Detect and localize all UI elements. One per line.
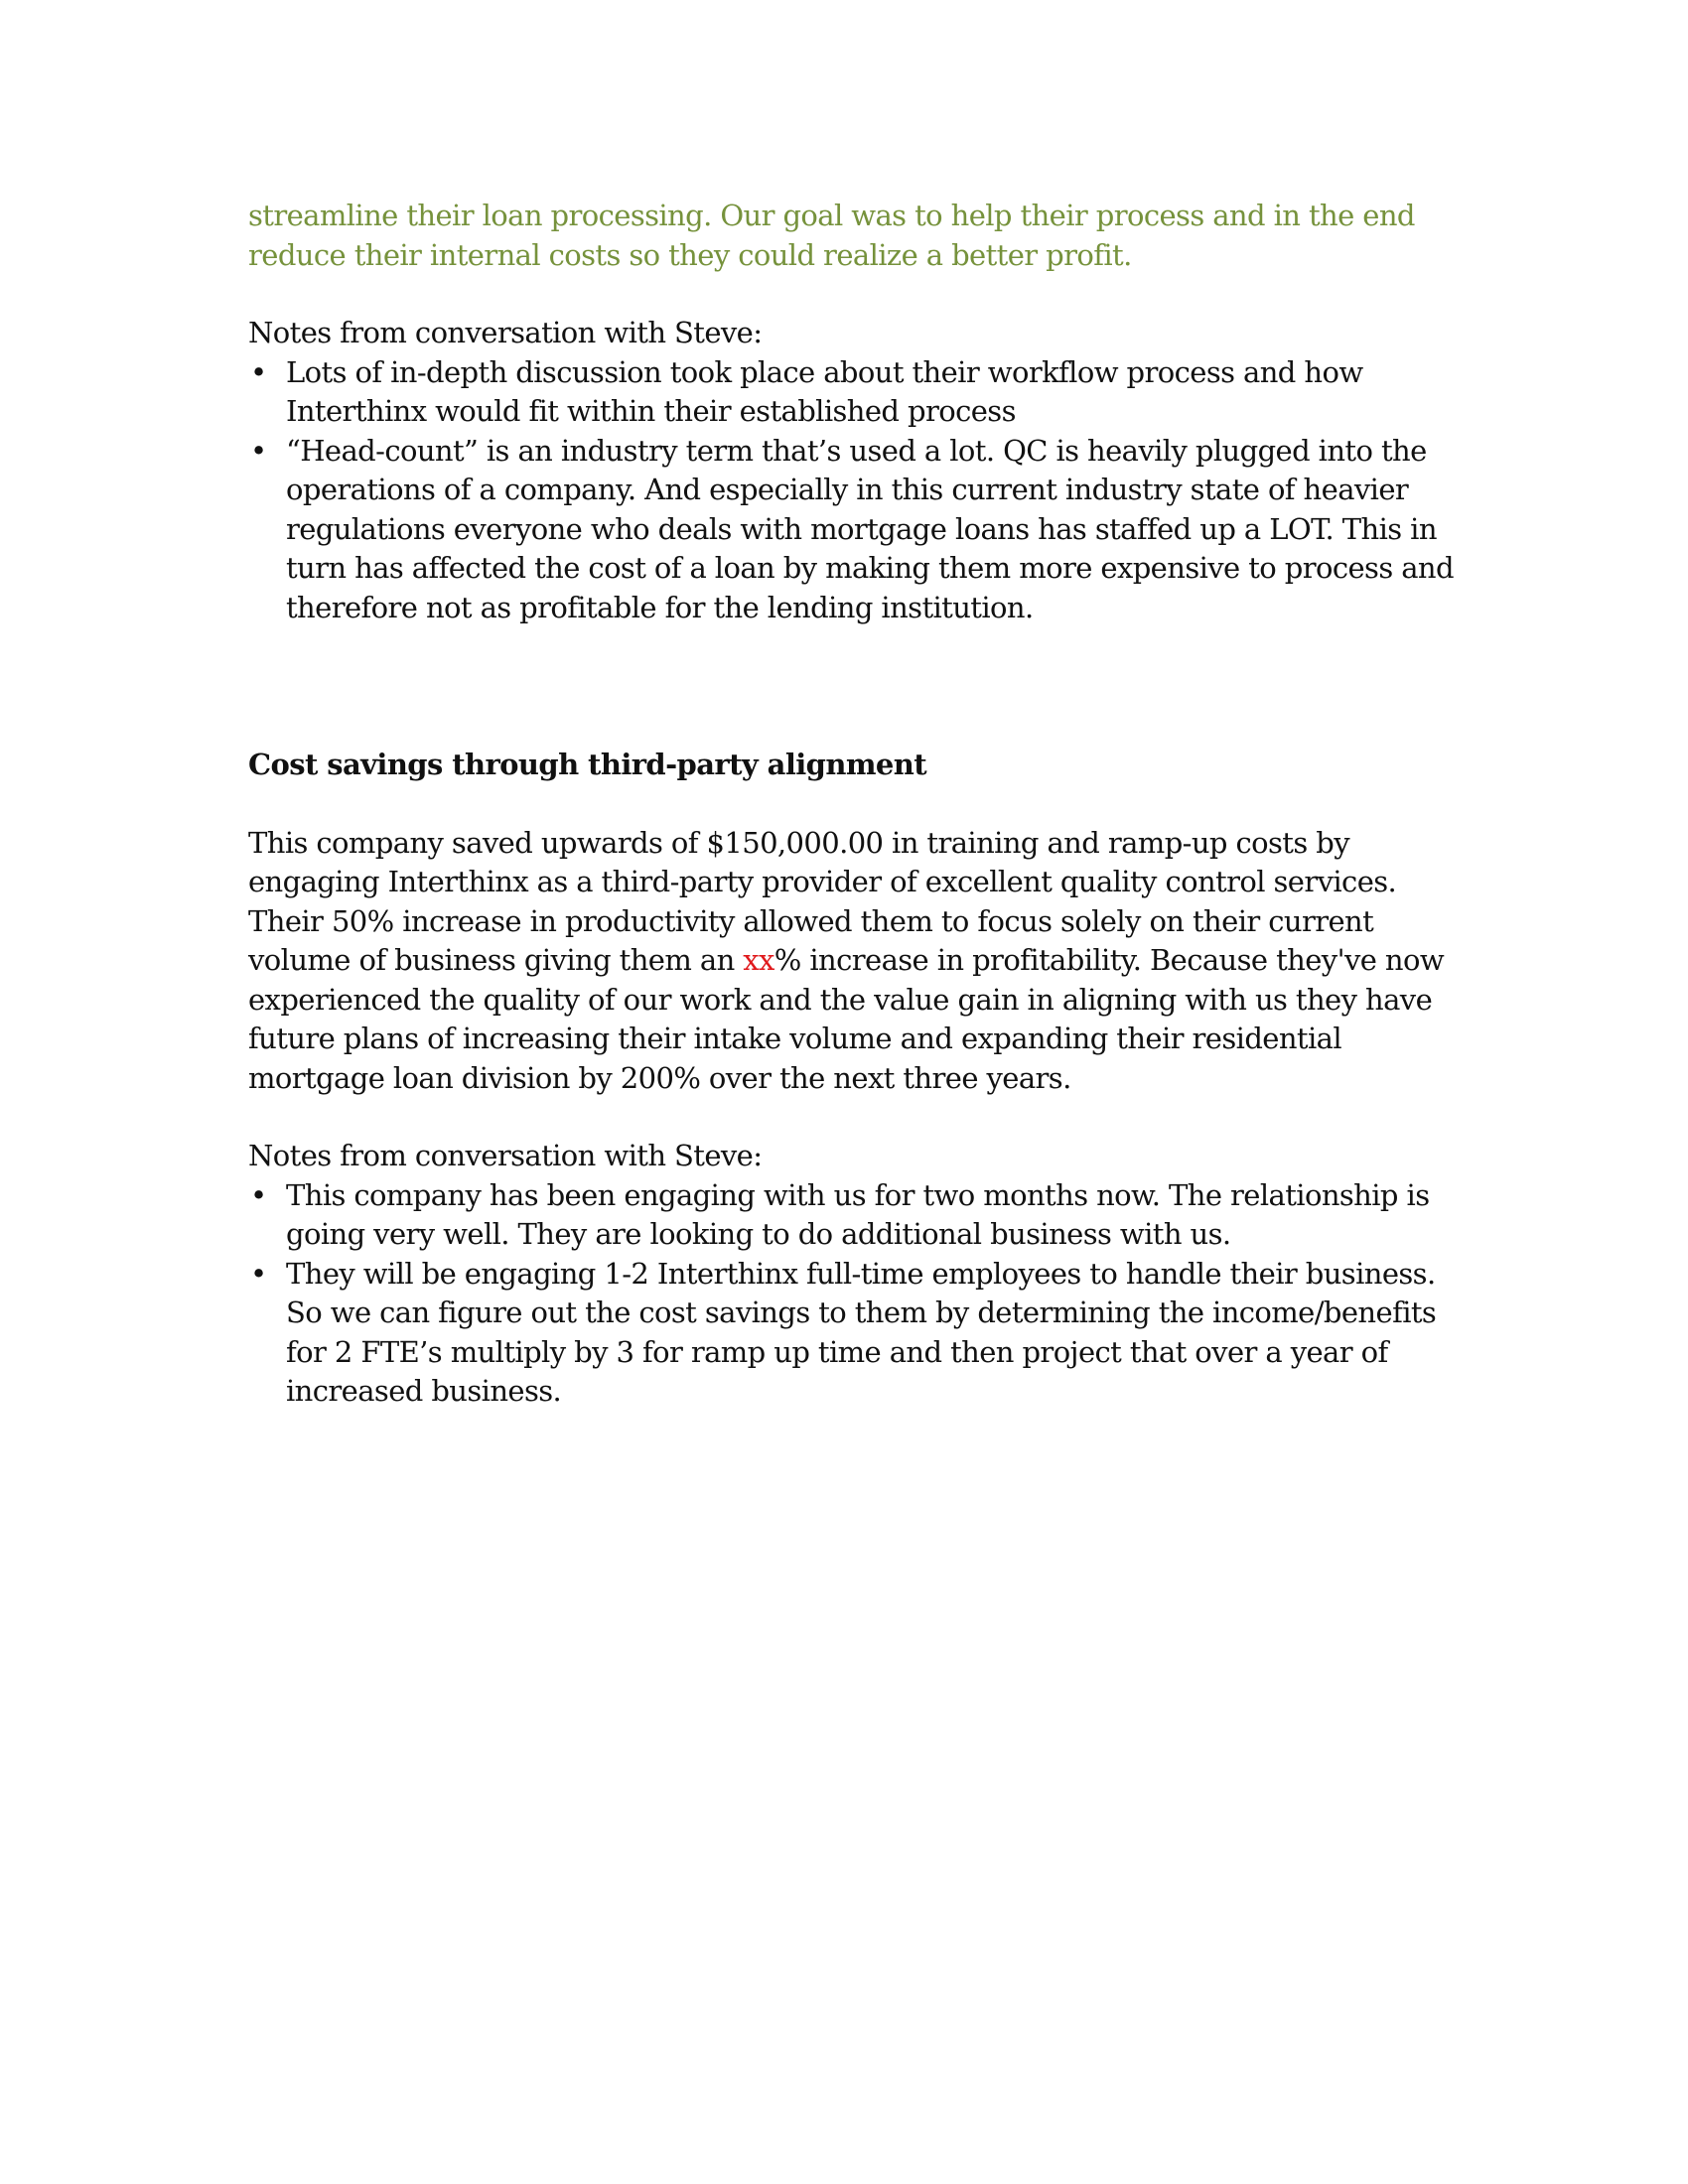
placeholder-value: xx xyxy=(743,943,774,977)
notes-heading-2: Notes from conversation with Steve: xyxy=(248,1139,763,1172)
spacer xyxy=(248,627,1460,746)
notes-list-2 xyxy=(248,1176,1460,1412)
list-item-text: “Head-count” is an industry term that’s used a lot. QC is heavily plugged into the operations of a company. And especially in this current industry state of heavier regulations everyone who deals with mortgage loans has staffed up a LOT. This in turn has affected the cost of a loan by making them more expensive to process and therefore not as profitable for the lending institution. xyxy=(286,433,1454,624)
list-item xyxy=(248,353,1460,432)
list-item xyxy=(248,432,1460,628)
spacer xyxy=(248,1098,1460,1137)
intro-paragraph: streamline their loan processing. Our goal was to help their process and in the end reduce their internal costs so they could realize a better profit. xyxy=(248,199,1415,272)
bullet-icon: • xyxy=(250,354,267,389)
list-item-text: This company has been engaging with us for two months now. The relationship is going very well. They are looking to do additional business with us. xyxy=(286,1177,1430,1251)
notes-list-1 xyxy=(248,353,1460,628)
body-paragraph xyxy=(248,824,1460,1099)
bullet-icon: • xyxy=(250,1177,267,1212)
list-item-text: They will be engaging 1-2 Interthinx full-time employees to handle their business. So we can figure out the cost savings to them by determining the income/benefits for 2 FTE’s multiply by 3 for ramp up time and then project that over a year of increased business. xyxy=(286,1256,1437,1408)
body-text-end: % increase in profitability. Because they've now experienced the quality of our work and the value gain in aligning with us they have future plans of increasing their intake volume and expanding their residential mortgage loan division by 200% over the next three years. xyxy=(248,943,1445,1095)
spacer xyxy=(248,275,1460,314)
list-item-text: Lots of in-depth discussion took place about their workflow process and how Interthinx would fit within their established process xyxy=(286,354,1363,428)
bullet-icon: • xyxy=(250,1256,267,1291)
document-page xyxy=(248,197,1460,1412)
list-item xyxy=(248,1176,1460,1255)
notes-heading-1: Notes from conversation with Steve: xyxy=(248,316,763,349)
list-item xyxy=(248,1255,1460,1412)
spacer xyxy=(248,785,1460,824)
section-heading: Cost savings through third-party alignment xyxy=(248,748,927,781)
body-text-start: This company saved upwards of $150,000.00 in training and ramp-up costs by engaging Interthinx as a third-party provider of excellent quality control services. Their 50% increase in productivity allowed them to focus solely on their current volume of business giving them an xyxy=(248,825,1397,977)
bullet-icon: • xyxy=(250,433,267,468)
